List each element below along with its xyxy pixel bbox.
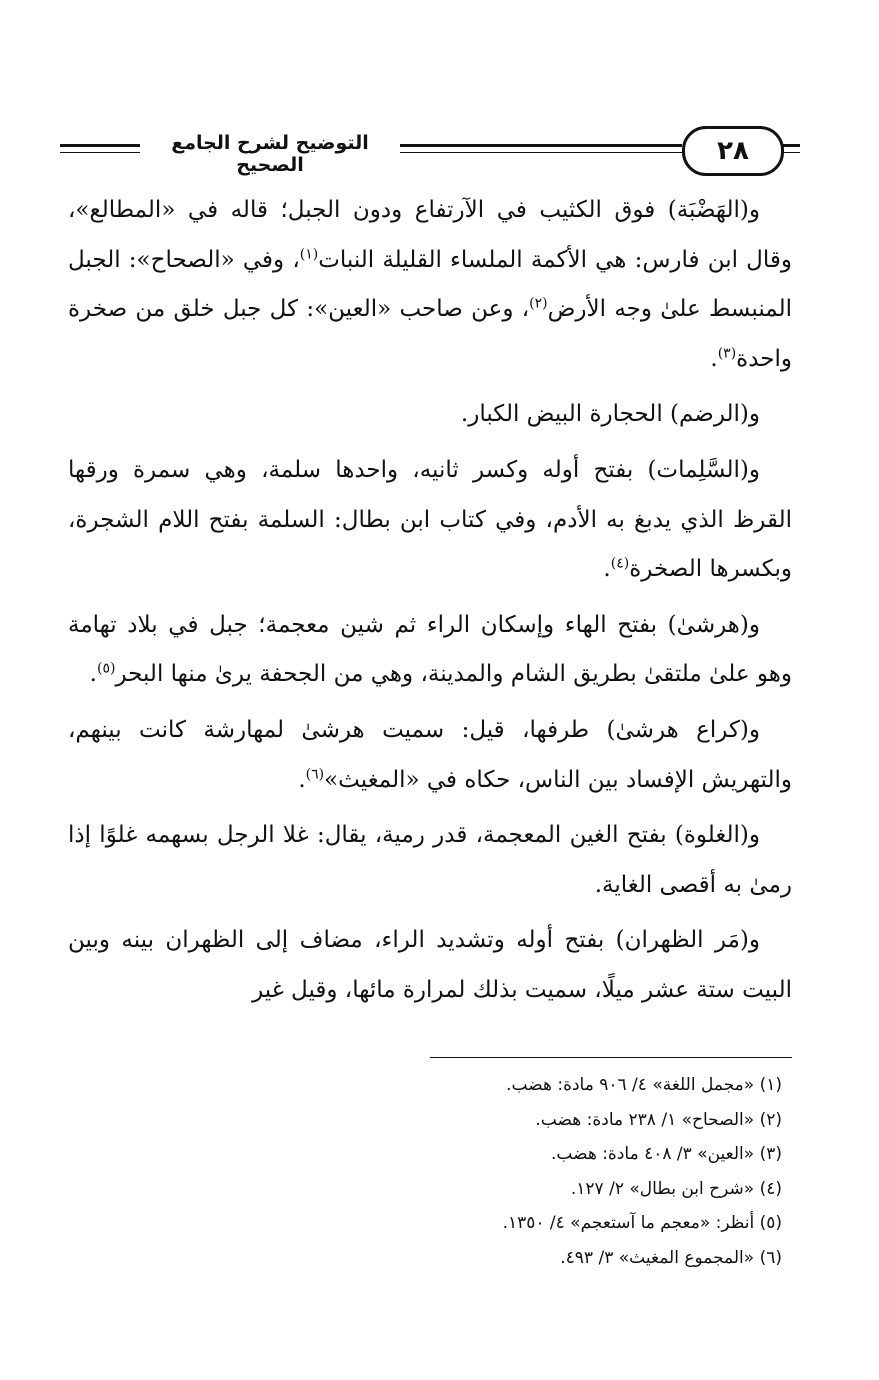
header-rule-middle <box>400 144 682 147</box>
header-rule-middle-lower <box>400 152 682 153</box>
paragraph-kura: و(كراع هرشىٰ) طرفها، قيل: سميت هرشىٰ لمهارشة كانت بينهم، والتهريش الإفساد بين الناس، حكاه في «المغيث»$^{(٦)}$. <box>68 716 792 793</box>
footnote-ref-6: (٦) <box>305 765 325 782</box>
running-title: التوضيح لشرح الجامع الصحيح <box>171 132 369 176</box>
paragraph-ghalwa: و(الغلوة) بفتح الغين المعجمة، قدر رمية، يقال: غلا الرجل بسهمه غلوًا إذا رمىٰ به أقصى الغاية. <box>68 822 792 898</box>
footnote-separator <box>430 1057 792 1058</box>
paragraph-harsha: و(هرشىٰ) بفتح الهاء وإسكان الراء ثم شين معجمة؛ جبل في بلاد تهامة وهو علىٰ ملتقىٰ بطريق الشام والمدينة، وهي من الجحفة يرىٰ منها البحر$^{(٥)}$. <box>68 611 792 688</box>
footnote-5: (٥) أنظر: «معجم ما آستعجم» ٤/ ١٣٥٠. <box>502 1213 782 1234</box>
footnote-ref-3: (٣) <box>717 345 737 362</box>
footnote-ref-1: (١) <box>299 245 319 262</box>
paragraph-salimat: و(السَّلِمات) بفتح أوله وكسر ثانيه، واحدها سلمة، وهي سمرة ورقها القرظ الذي يدبغ به الأدم، وفي كتاب ابن بطال: السلمة بفتح اللام الشجرة، وبكسرها الصخرة$^{(٤)}$. <box>68 456 792 583</box>
footnote-3: (٣) «العين» ٣/ ٤٠٨ مادة: هضب. <box>551 1144 782 1165</box>
paragraph-hadba: و(الهَضْبَة) فوق الكثيب في الآرتفاع ودون الجبل؛ قاله في «المطالع»، وقال ابن فارس: هي الأكمة الملساء القليلة النبات$^{(١)}$، وفي «الصحاح»: الجبل المنبسط علىٰ وجه الأرض$^{(٢)}$، وعن صاحب «العين»: كل جبل خلق من صخرة واحدة$^{(٣)}$. <box>68 197 792 372</box>
page-header <box>60 120 800 180</box>
footnote-ref-2: (٢) <box>529 295 548 312</box>
footnote-4: (٤) «شرح ابن بطال» ٢/ ١٢٧. <box>570 1178 782 1199</box>
footnote-2: (٢) «الصحاح» ١/ ٢٣٨ مادة: هضب. <box>535 1109 782 1130</box>
header-rule-left <box>60 144 140 147</box>
page-number: ٢٨ <box>682 126 784 176</box>
paragraph-marr: و(مَر الظهران) بفتح أوله وتشديد الراء، مضاف إلى الظهران بينه وبين البيت ستة عشر ميلًا، سميت بذلك لمرارة مائها، وقيل غير <box>68 927 792 1003</box>
paragraph-radm: و(الرضم) الحجارة البيض الكبار. <box>460 401 760 428</box>
footnote-6: (٦) «المجموع المغيث» ٣/ ٤٩٣. <box>560 1247 782 1268</box>
footnotes <box>300 1068 792 1276</box>
header-rule-left-lower <box>60 152 140 153</box>
main-text <box>68 186 792 1022</box>
footnote-ref-5: (٥) <box>96 660 116 677</box>
footnote-ref-4: (٤) <box>610 555 630 572</box>
footnote-1: (١) «مجمل اللغة» ٤/ ٩٠٦ مادة: هضب. <box>506 1075 782 1095</box>
